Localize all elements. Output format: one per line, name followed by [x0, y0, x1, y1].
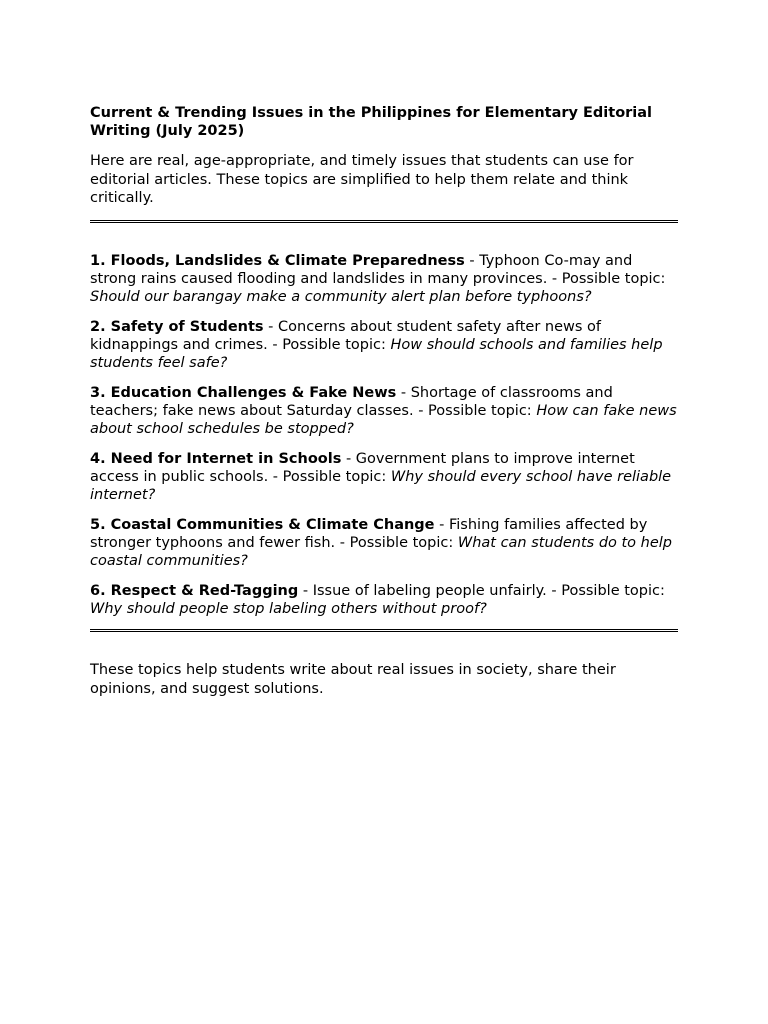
issue-topic: What can students do to help coastal communities? — [90, 535, 673, 570]
issue-heading: 6. Respect & Red-Tagging — [90, 583, 299, 600]
issue-item — [90, 318, 678, 373]
issue-item — [90, 582, 678, 618]
issue-item — [90, 252, 678, 307]
issue-description: - Shortage of classrooms and teachers; fake news about Saturday classes. - Possible topic: — [90, 384, 613, 419]
issue-heading: 1. Floods, Landslides & Climate Preparedness — [90, 252, 465, 269]
issue-description: - Concerns about student safety after news of kidnappings and crimes. - Possible topic: — [90, 318, 601, 353]
issue-topic: How can fake news about school schedules be stopped? — [90, 402, 677, 438]
issue-description: - Government plans to improve internet access in public schools. - Possible topic: — [90, 450, 635, 486]
issue-topic: Why should people stop labeling others without proof? — [90, 601, 487, 618]
issue-description: - Typhoon Co-may and strong rains caused flooding and landslides in many provinces. - Possible topic: — [90, 252, 666, 287]
issue-item — [90, 384, 678, 439]
issue-list — [90, 252, 678, 619]
issue-heading: 3. Education Challenges & Fake News — [90, 384, 397, 401]
issue-heading: 4. Need for Internet in Schools — [90, 450, 342, 467]
issue-item — [90, 450, 678, 505]
issue-description: - Fishing families affected by stronger typhoons and fewer fish. - Possible topic: — [90, 516, 648, 552]
closing-paragraph: These topics help students write about real issues in society, share their opinions, and suggest solutions. — [90, 662, 616, 697]
section-divider-top — [90, 220, 678, 223]
issue-topic: Why should every school have reliable internet? — [90, 469, 672, 504]
issue-heading: 2. Safety of Students — [90, 318, 264, 335]
issue-topic: Should our barangay make a community alert plan before typhoons? — [90, 288, 592, 305]
intro-paragraph: Here are real, age-appropriate, and timely issues that students can use for editorial articles. These topics are simplified to help them relate and think critically. — [90, 153, 634, 206]
document-title: Current & Trending Issues in the Philippines for Elementary Editorial Writing (July 2025) — [90, 105, 653, 139]
issue-item — [90, 516, 678, 571]
issue-description: - Issue of labeling people unfairly. - Possible topic: — [298, 583, 665, 600]
section-divider-bottom — [90, 629, 678, 632]
issue-topic: How should schools and families help students feel safe? — [90, 336, 663, 372]
issue-heading: 5. Coastal Communities & Climate Change — [90, 516, 435, 533]
